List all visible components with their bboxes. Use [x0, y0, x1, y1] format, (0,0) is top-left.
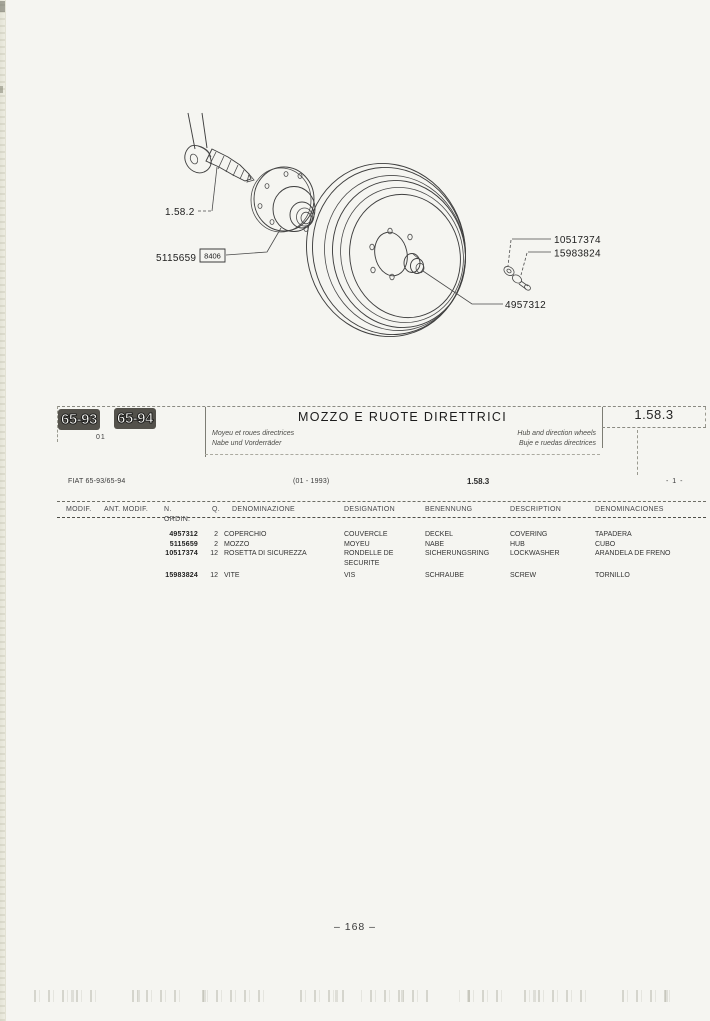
cell-ant-modif [97, 540, 157, 550]
cell-denominazione: VITE [224, 572, 240, 580]
meta-section: 1.58.3 [467, 477, 490, 486]
scan-corner-mark [0, 1, 5, 12]
washer-part-label: 10517374 [554, 235, 601, 246]
cell-modif [57, 530, 97, 540]
cell-denominazione: COPERCHIO [224, 531, 267, 538]
cell-description: HUB [510, 540, 525, 548]
section-cell-bottom-rule [602, 427, 706, 428]
col-header-qty: Q. [212, 506, 220, 513]
col-header-modif: MODIF. [66, 506, 92, 513]
cell-qty: 12 [210, 572, 218, 580]
cell-benennung: NABE [425, 540, 445, 548]
table-row [57, 549, 706, 568]
scan-noise-band [34, 990, 680, 1002]
cell-ant-modif [97, 571, 157, 581]
table-body [57, 530, 706, 581]
table-header-row [57, 505, 706, 524]
wheel-drawing [288, 146, 483, 353]
hub-variant-tag: 8406 [204, 251, 221, 261]
table-row [57, 530, 706, 540]
cell-denominazione: MOZZO [224, 540, 250, 548]
cell-benennung: SICHERUNGSRING [425, 550, 490, 558]
col-header-benennung: BENENNUNG [425, 506, 473, 513]
cell-qty: 12 [210, 550, 218, 558]
page-title: MOZZO E RUOTE DIRETTRICI [298, 410, 507, 424]
meta-model: FIAT 65-93/65-94 [68, 478, 126, 485]
hub-drawing [251, 167, 315, 232]
cell-benennung: SCHRAUBE [425, 572, 464, 580]
col-header-denominaciones: DENOMINACIONES [595, 506, 664, 513]
variant-code: 01 [96, 434, 106, 441]
hub-part-label: 5115659 [156, 253, 197, 264]
cell-qty: 2 [214, 531, 218, 538]
col-header-denominazione: DENOMINAZIONE [232, 506, 296, 513]
cap-part-label: 4957312 [505, 300, 547, 311]
section-cell-tail-line [637, 430, 638, 475]
cell-part-number: 4957312 [169, 531, 198, 538]
cell-qty: 2 [214, 540, 218, 548]
cell-part-number: 15983824 [165, 572, 198, 580]
cell-part-number: 10517374 [165, 550, 198, 558]
cell-benennung: DECKEL [425, 531, 454, 538]
subtitle-fr: Moyeu et roues directrices [212, 430, 295, 437]
subtitle-de: Nabe und Vorderräder [212, 439, 282, 447]
cell-ant-modif [97, 549, 157, 568]
cell-ant-modif [97, 530, 157, 540]
table-top-rule [57, 501, 706, 502]
cell-designation: RONDELLE DE SECURITE [344, 550, 394, 567]
scan-edge-strip [0, 0, 6, 1021]
cell-designation: COUVERCLE [344, 531, 388, 538]
model-badge-right: 65-94 [114, 408, 156, 429]
cell-part-number: 5115659 [169, 540, 198, 548]
cell-designation: VIS [344, 572, 356, 580]
cell-description: SCREW [510, 572, 537, 580]
cell-modif [57, 540, 97, 550]
scan-edge-tick [0, 86, 3, 93]
leader-lines [198, 167, 551, 304]
subtitle-en: Hub and direction wheels [517, 430, 596, 437]
cell-description: COVERING [510, 531, 548, 538]
cell-denominaciones: TORNILLO [595, 572, 630, 580]
col-header-ant-modif: ANT. MODIF. [104, 506, 149, 513]
spindle-drawing [185, 113, 254, 182]
section-code: 1.58.3 [634, 407, 674, 422]
meta-sheet: - 1 - [666, 478, 684, 485]
model-badge-left: 65-93 [58, 409, 100, 430]
diagram-ref-label: 1.58.2 [165, 207, 195, 218]
cell-denominazione: ROSETTA DI SICUREZZA [224, 550, 307, 558]
col-header-n-ordin: N. ORDIN. [164, 506, 191, 523]
cell-modif [57, 549, 97, 568]
parts-diagram [90, 95, 610, 385]
cell-denominaciones: CUBO [595, 540, 616, 548]
cell-denominaciones: ARANDELA DE FRENO [595, 550, 671, 558]
meta-period: (01 - 1993) [293, 478, 330, 485]
table-row [57, 571, 706, 581]
cell-denominaciones: TAPADERA [595, 531, 632, 538]
cell-designation: MOYEU [344, 540, 370, 548]
washer-screw-drawing [502, 265, 531, 292]
screw-part-label: 15983824 [554, 248, 601, 260]
cell-modif [57, 571, 97, 581]
subtitle-es: Buje e ruedas directrices [518, 439, 596, 447]
header-mid-bottom-rule [205, 454, 600, 455]
col-header-description: DESCRIPTION [510, 506, 562, 513]
cell-description: LOCKWASHER [510, 550, 560, 558]
page-number: – 168 – [333, 921, 377, 933]
col-header-designation: DESIGNATION [344, 506, 396, 513]
table-row [57, 540, 706, 550]
